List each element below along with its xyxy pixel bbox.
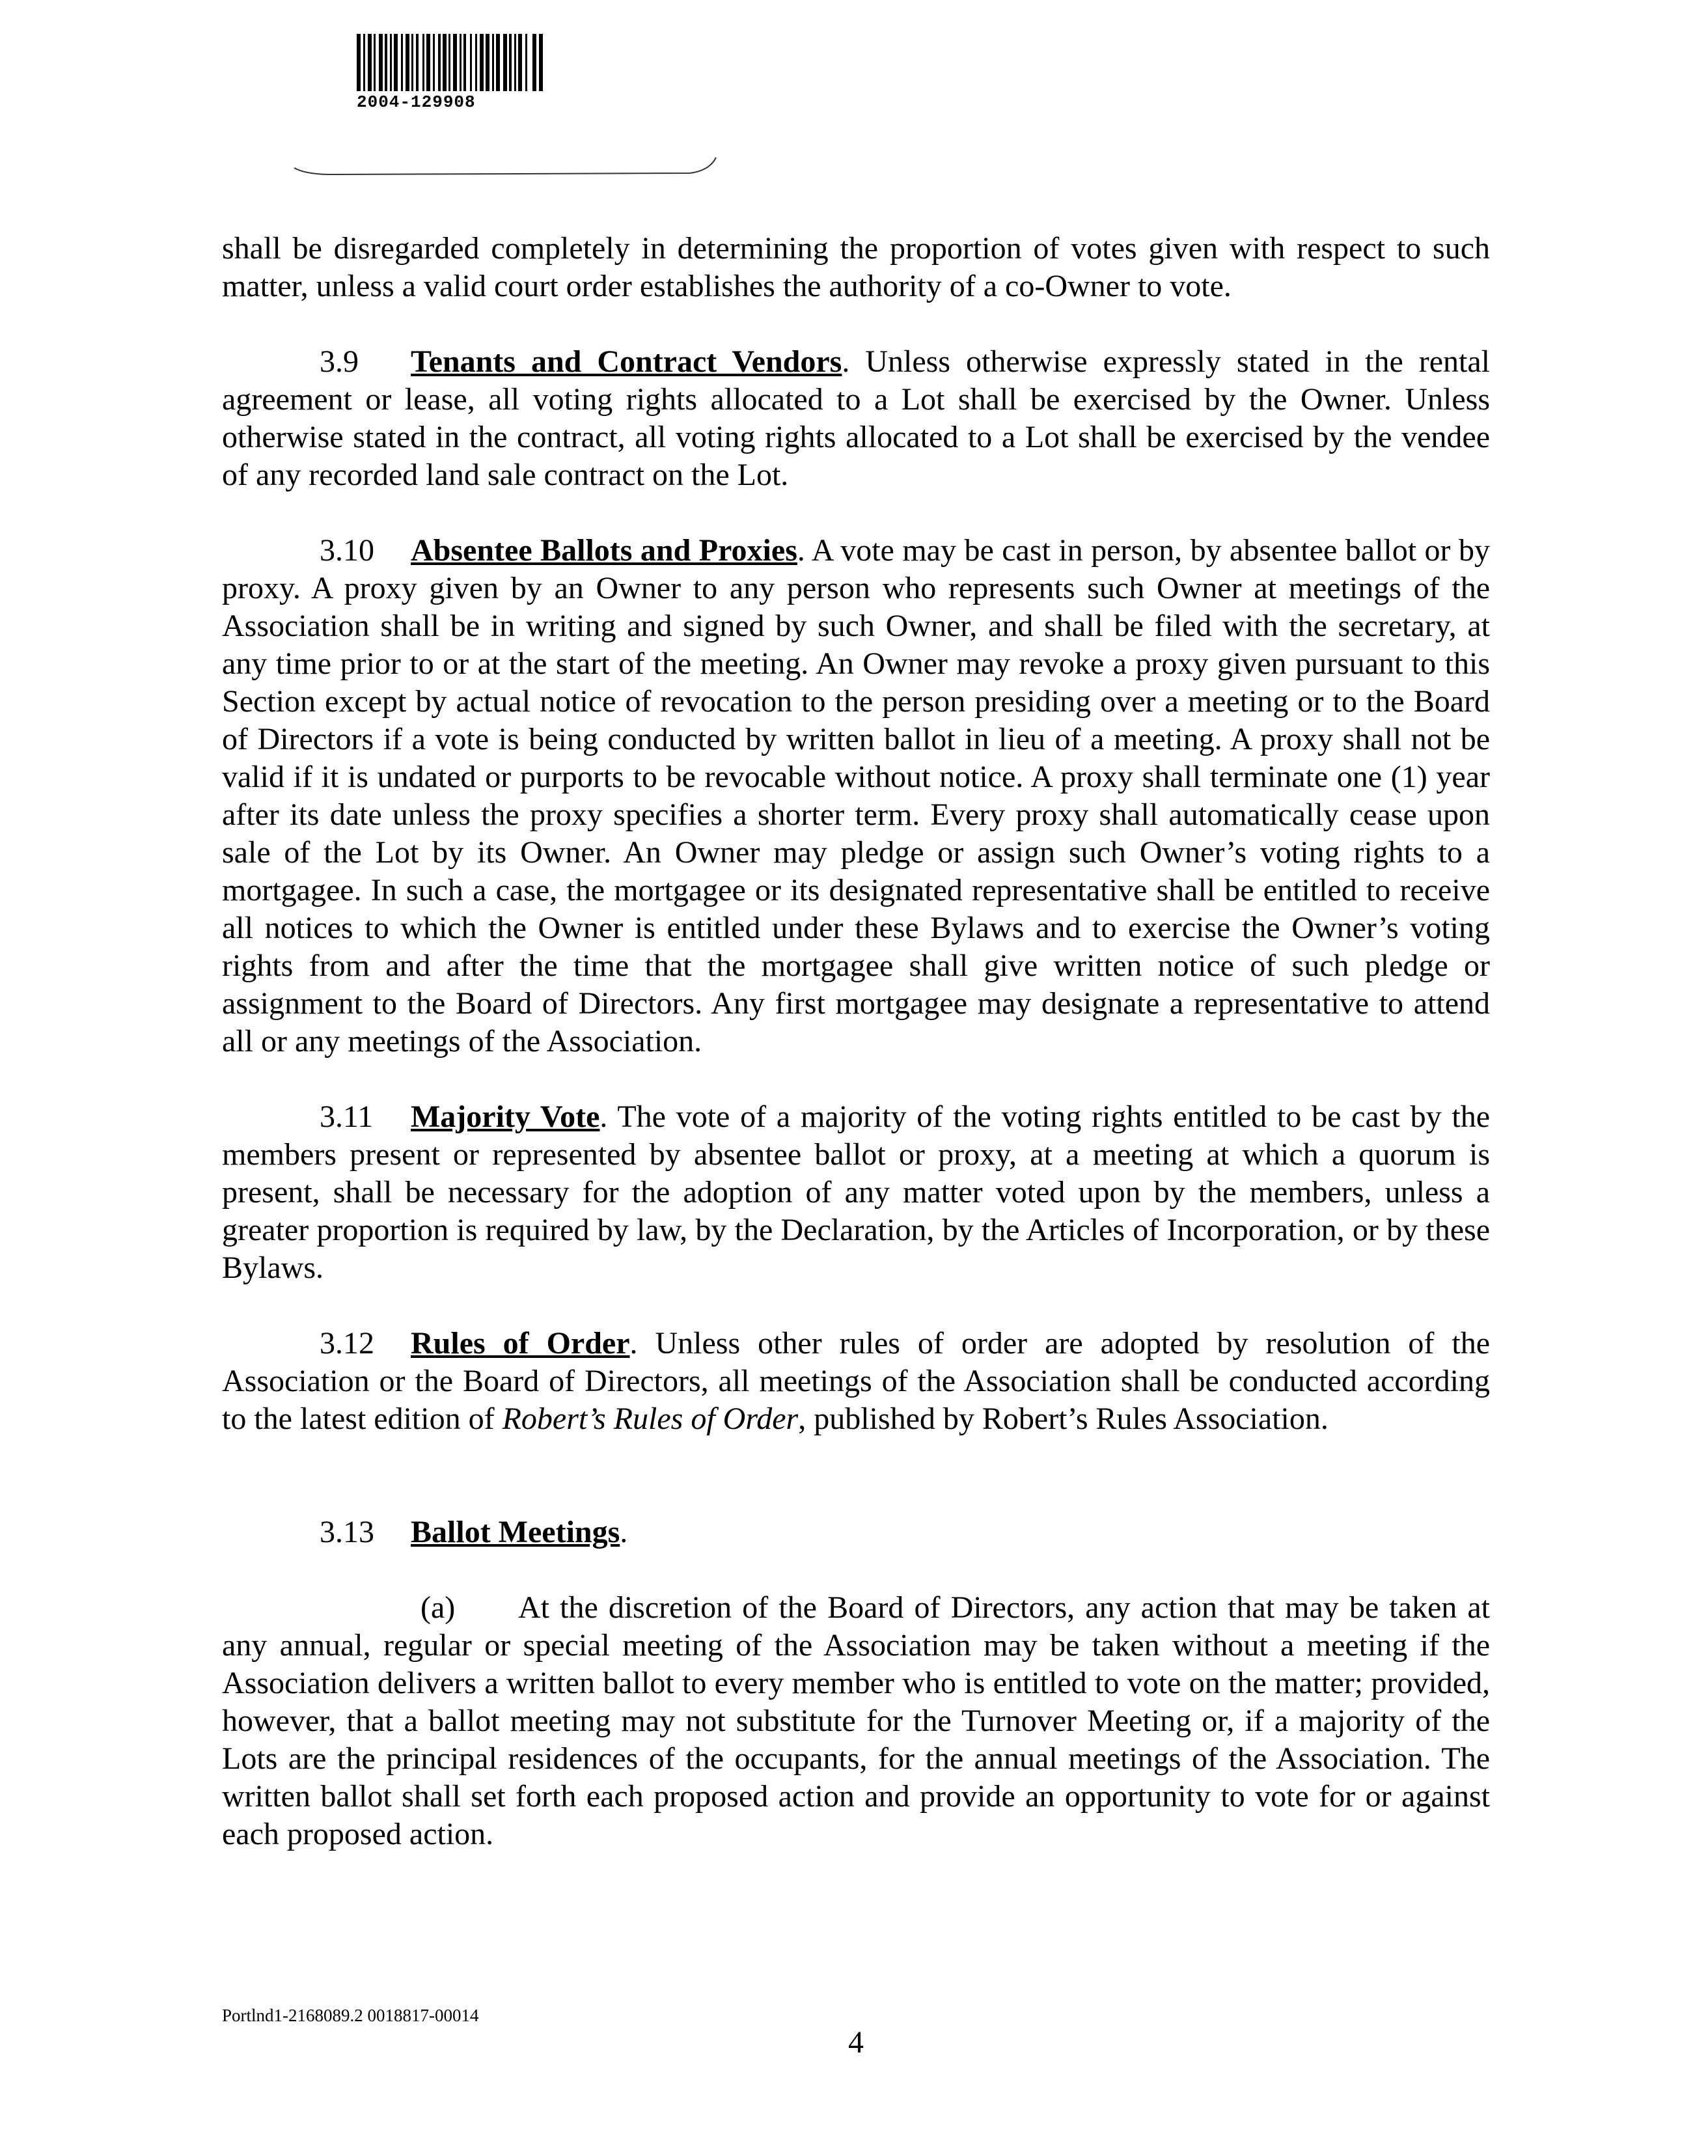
section-text: A vote may be cast in person, by absentee ballot or by proxy. A proxy given by an Owner to any person who represents such Owner at meetings of the Association shall be in writing and signed by such Owner, and shall be filed with the secretary, at any time prior to or at the start of the meeting. An Owner may revoke a proxy given pursuant to this Section except by actual notice of revocation to the person presiding over a meeting or to the Board of Directors if a vote is being conducted by written ballot in lieu of a meeting. A proxy shall not be valid if it is undated or purports to be revocable without notice. A proxy shall terminate one (1) year after its date unless the proxy specifies a shorter term. Every proxy shall automatically cease upon sale of the Lot by its Owner. An Owner may pledge or assign such Owner’s voting rights to a mortgagee. In such a case, the mortgagee or its designated representative shall be entitled to receive all notices to which the Owner is entitled under these Bylaws and to exercise the Owner’s voting rights from and after the time that the mortgagee shall give written notice of such pledge or assignment to the Board of Directors. Any first mortgagee may designate a representative to attend all or any meetings of the Association. xyxy=(222,533,1491,1058)
barcode-bar xyxy=(539,34,543,91)
italic-title: Robert’s Rules of Order xyxy=(502,1402,799,1436)
section-number: 3.12 xyxy=(320,1326,374,1361)
subsection-number: (a) xyxy=(420,1590,456,1625)
section-text-after: , published by Robert’s Rules Association. xyxy=(798,1402,1329,1436)
section-number: 3.9 xyxy=(320,344,359,379)
section-3-11: 3.11 Majority Vote. The vote of a majority of the voting rights entitled to be cast by the members present or represented by absentee ballot or proxy, at a meeting at which a quorum is present, shall be necessary for the adoption of any matter voted upon by the members, unless a greater proportion is required by law, by the Declaration, by the Articles of Incorporation, or by these Bylaws. xyxy=(222,1099,1490,1285)
section-number: 3.10 xyxy=(320,533,374,568)
barcode-number: 2004-129908 xyxy=(357,92,476,112)
subsection-text: At the discretion of the Board of Directors, any action that may be taken at any annual, regular or special meeting of the Association may be taken without a meeting if the Association delivers a written ballot to every member who is entitled to vote on the matter; provided, however, that a ballot meeting may not substitute for the Turnover Meeting or, if a majority of the Lots are the principal residences of the occupants, for the annual meetings of the Association. The written ballot shall set forth each proposed action and provide an opportunity to vote for or against each proposed action. xyxy=(222,1590,1490,1851)
section-3-10: 3.10 Absentee Ballots and Proxies. A vote may be cast in person, by absentee ballot or by proxy. A proxy given by an Owner to any person who represents such Owner at meetings of the Association shall be in writing and signed by such Owner, and shall be filed with the secretary, at any time prior to or at the start of the meeting. An Owner may revoke a proxy given pursuant to this Section except by actual notice of revocation to the person presiding over a meeting or to the Board of Directors if a vote is being conducted by written ballot in lieu of a meeting. A proxy shall not be valid if it is undated or purports to be revocable without notice. A proxy shall terminate one (1) year after its date unless the proxy specifies a shorter term. Every proxy shall automatically cease upon sale of the Lot by its Owner. An Owner may pledge or assign such Owner’s voting rights to a mortgagee. In such a case, the mortgagee or its designated representative shall be entitled to receive all notices to which the Owner is entitled under these Bylaws and to exercise the Owner’s voting rights from and after the time that the mortgagee shall give written notice of such pledge or assignment to the Board of Directors. Any first mortgagee may designate a representative to attend all or any meetings of the Association. xyxy=(222,533,1491,1058)
section-3-9: 3.9 Tenants and Contract Vendors. Unless otherwise expressly stated in the rental agreement or lease, all voting rights allocated to a Lot shall be exercised by the Owner. Unless otherwise stated in the contract, all voting rights allocated to a Lot shall be exercised by the vendee of any recorded land sale contract on the Lot. xyxy=(222,344,1491,492)
section-3-13-a xyxy=(222,1589,1490,1853)
section-text: Unless other rules of order are adopted by resolution of the Association or the Board of Directors, all meetings of the Association shall be conducted according to the latest edition of xyxy=(222,1326,1490,1436)
continuation-paragraph: shall be disregarded completely in determining the proportion of votes given with respect to such matter, unless a valid court order establishes the authority of a co-Owner to vote. xyxy=(222,231,1490,303)
section-text: Unless otherwise expressly stated in the rental agreement or lease, all voting rights allocated to a Lot shall be exercised by the Owner. Unless otherwise stated in the contract, all voting rights allocated to a Lot shall be exercised by the vendee of any recorded land sale contract on the Lot. xyxy=(222,344,1491,492)
barcode-bar xyxy=(527,34,532,91)
section-heading: Rules of Order xyxy=(411,1326,630,1361)
section-heading: Absentee Ballots and Proxies xyxy=(411,533,797,568)
section-heading: Tenants and Contract Vendors xyxy=(411,344,842,379)
section-heading: Ballot Meetings xyxy=(411,1515,620,1549)
section-number: 3.11 xyxy=(320,1099,374,1134)
section-number: 3.13 xyxy=(320,1515,374,1549)
section-text: The vote of a majority of the voting rights entitled to be cast by the members present or represented by absentee ballot or proxy, at a meeting at which a quorum is present, shall be necessary for the adoption of any matter voted upon by the members, unless a greater proportion is required by law, by the Declaration, by the Articles of Incorporation, or by these Bylaws. xyxy=(222,1099,1490,1285)
page-number: 4 xyxy=(848,2025,864,2060)
section-3-12: 3.12 Rules of Order. Unless other rules of order are adopted by resolution of the Association or the Board of Directors, all meetings of the Association shall be conducted according to the latest edition of Robert’s Rules of Order, published by Robert’s Rules Association. xyxy=(222,1326,1490,1436)
footer-doc-id: Portlnd1-2168089.2 0018817-00014 xyxy=(222,2006,479,2025)
section-3-13: 3.13 Ballot Meetings. xyxy=(222,1513,1490,1551)
barcode xyxy=(357,34,543,91)
stamp-line xyxy=(293,154,717,180)
section-heading: Majority Vote xyxy=(411,1099,600,1134)
